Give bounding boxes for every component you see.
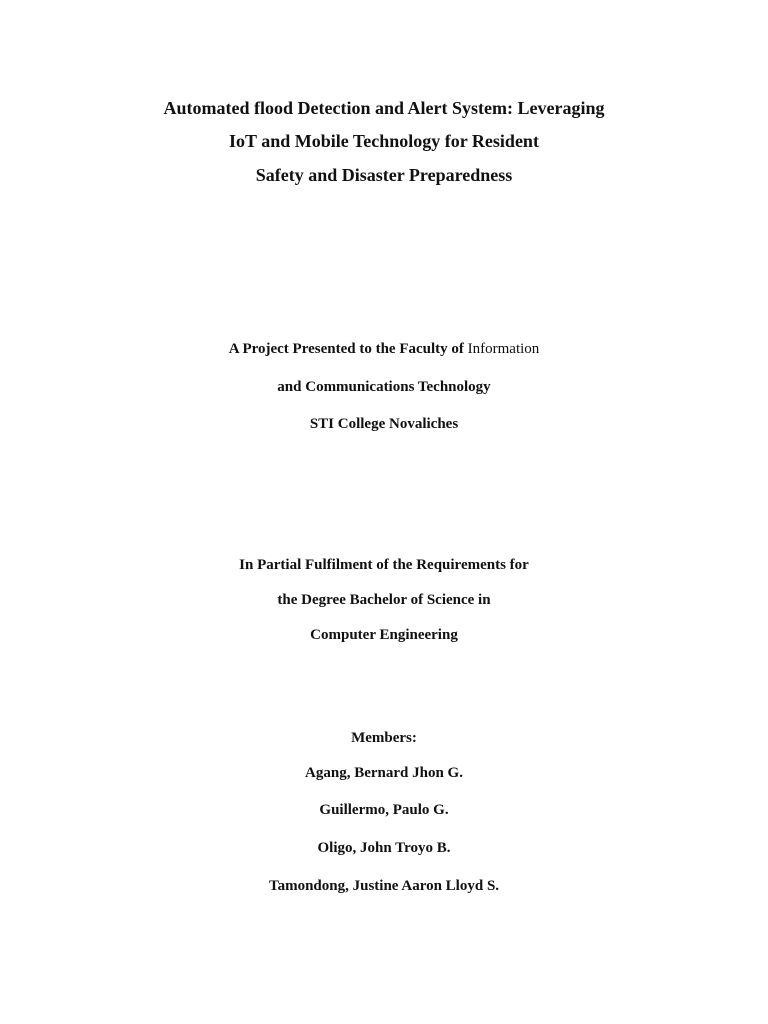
institution-name: STI College Novaliches bbox=[309, 416, 459, 432]
member-name: Agang, Bernard Jhon G. bbox=[305, 765, 463, 781]
presented-line-2: and Communications Technology bbox=[277, 379, 491, 395]
title-line-2: IoT and Mobile Technology for Resident bbox=[229, 131, 539, 151]
fulfilment-line-1: In Partial Fulfilment of the Requirements for bbox=[239, 557, 529, 573]
presented-line-1-bold: A Project Presented to the Faculty of bbox=[228, 341, 464, 357]
member-name: Oligo, John Troyo B. bbox=[317, 840, 451, 856]
degree-program: Computer Engineering bbox=[310, 627, 458, 643]
presented-line-1 bbox=[0, 341, 768, 358]
title-line-3: Safety and Disaster Preparedness bbox=[255, 165, 513, 185]
presented-line-1-normal: Information bbox=[467, 341, 540, 357]
fulfilment-line-2: the Degree Bachelor of Science in bbox=[277, 592, 491, 608]
member-name: Guillermo, Paulo G. bbox=[319, 802, 449, 818]
member-name: Tamondong, Justine Aaron Lloyd S. bbox=[268, 878, 500, 894]
title-line-1: Automated flood Detection and Alert System: Leveraging bbox=[163, 98, 605, 118]
members-label: Members: bbox=[351, 730, 417, 746]
